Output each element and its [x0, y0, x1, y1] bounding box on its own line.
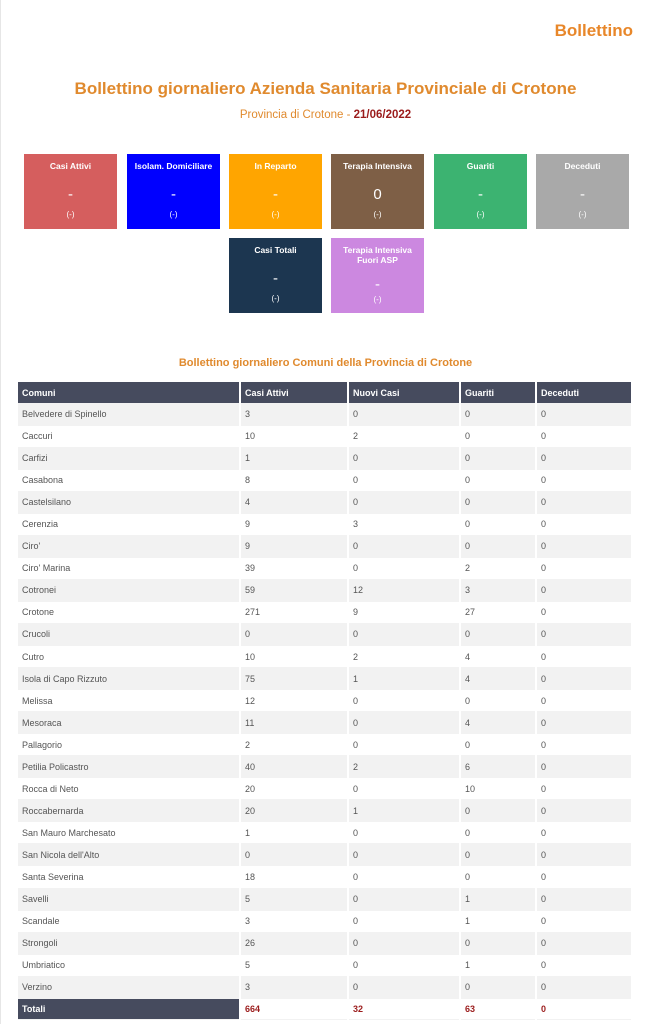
casi-attivi-cell: 39: [240, 557, 348, 579]
comune-name-cell: Crucoli: [18, 623, 240, 645]
guariti-cell: 0: [460, 844, 536, 866]
deceduti-cell: 0: [536, 822, 632, 844]
casi-attivi-cell: 20: [240, 800, 348, 822]
card-label: Isolam. Domiciliare: [134, 161, 213, 171]
table-row: [18, 469, 632, 491]
comune-name-cell: Strongoli: [18, 932, 240, 954]
table-row: [18, 535, 632, 557]
deceduti-cell: 0: [536, 800, 632, 822]
deceduti-cell: 0: [536, 646, 632, 668]
casi-attivi-cell: 1: [240, 822, 348, 844]
deceduti-cell: 0: [536, 910, 632, 932]
table-row: [18, 557, 632, 579]
casi-attivi-cell: 0: [240, 844, 348, 866]
deceduti-cell: 0: [536, 601, 632, 623]
casi-attivi-cell: 4: [240, 491, 348, 513]
deceduti-cell: 0: [536, 844, 632, 866]
nuovi-casi-cell: 0: [348, 712, 460, 734]
card-label: Terapia Intensiva: [343, 161, 412, 171]
casi-attivi-cell: 5: [240, 888, 348, 910]
card-label: In Reparto: [254, 161, 297, 171]
card-delta: (-): [373, 295, 382, 304]
guariti-cell: 1: [460, 910, 536, 932]
card-delta: (-): [66, 210, 75, 219]
table-header-row: [18, 382, 632, 403]
deceduti-cell: 0: [536, 734, 632, 756]
guariti-cell: 0: [460, 623, 536, 645]
guariti-cell: 0: [460, 690, 536, 712]
guariti-cell: 0: [460, 513, 536, 535]
comune-name-cell: San Nicola dell'Alto: [18, 844, 240, 866]
nuovi-casi-cell: 2: [348, 756, 460, 778]
guariti-cell: 1: [460, 954, 536, 976]
table-row: [18, 425, 632, 447]
nuovi-casi-cell: 0: [348, 623, 460, 645]
card-value: -: [68, 186, 73, 203]
table-row: [18, 447, 632, 469]
comune-name-cell: Castelsilano: [18, 491, 240, 513]
card-value: 0: [373, 186, 382, 203]
nuovi-casi-cell: 0: [348, 954, 460, 976]
totals-deceduti: 0: [536, 998, 632, 1019]
casi-attivi-cell: 9: [240, 535, 348, 557]
table-row: [18, 690, 632, 712]
casi-attivi-cell: 12: [240, 690, 348, 712]
nuovi-casi-cell: 9: [348, 601, 460, 623]
nuovi-casi-cell: 0: [348, 822, 460, 844]
province-label: Provincia di Crotone -: [239, 109, 354, 121]
nuovi-casi-cell: 0: [348, 403, 460, 425]
comune-name-cell: Cotronei: [18, 579, 240, 601]
comune-name-cell: Caccuri: [18, 425, 240, 447]
nuovi-casi-cell: 0: [348, 866, 460, 888]
nuovi-casi-cell: 0: [348, 932, 460, 954]
deceduti-cell: 0: [536, 954, 632, 976]
card-casi-totali: [229, 238, 322, 313]
card-delta: (-): [476, 210, 485, 219]
column-header-casi-attivi[interactable]: Casi Attivi: [240, 382, 348, 403]
deceduti-cell: 0: [536, 690, 632, 712]
card-label: Casi Totali: [254, 245, 297, 255]
casi-attivi-cell: 26: [240, 932, 348, 954]
nuovi-casi-cell: 1: [348, 800, 460, 822]
deceduti-cell: 0: [536, 778, 632, 800]
guariti-cell: 0: [460, 447, 536, 469]
guariti-cell: 4: [460, 646, 536, 668]
nuovi-casi-cell: 2: [348, 425, 460, 447]
card-label: Terapia Intensiva Fuori ASP: [343, 245, 412, 265]
casi-attivi-cell: 18: [240, 866, 348, 888]
page-subtitle: [0, 109, 651, 121]
card-value: -: [171, 186, 176, 203]
comune-name-cell: Crotone: [18, 601, 240, 623]
deceduti-cell: 0: [536, 447, 632, 469]
table-row: [18, 888, 632, 910]
comune-name-cell: Isola di Capo Rizzuto: [18, 668, 240, 690]
comune-name-cell: Verzino: [18, 976, 240, 998]
deceduti-cell: 0: [536, 535, 632, 557]
card-value: -: [375, 276, 380, 293]
guariti-cell: 0: [460, 535, 536, 557]
guariti-cell: 0: [460, 734, 536, 756]
guariti-cell: 0: [460, 932, 536, 954]
casi-attivi-cell: 3: [240, 976, 348, 998]
card-in-reparto: [229, 154, 322, 229]
column-header-comuni[interactable]: Comuni: [18, 382, 240, 403]
card-delta: (-): [578, 210, 587, 219]
table-row: [18, 491, 632, 513]
totals-nuovi-casi: 32: [348, 998, 460, 1019]
casi-attivi-cell: 271: [240, 601, 348, 623]
comuni-section-title: Bollettino giornaliero Comuni della Provincia di Crotone: [178, 357, 473, 369]
guariti-cell: 0: [460, 425, 536, 447]
guariti-cell: 6: [460, 756, 536, 778]
comune-name-cell: Melissa: [18, 690, 240, 712]
comune-name-cell: Umbriatico: [18, 954, 240, 976]
nuovi-casi-cell: 0: [348, 778, 460, 800]
comune-name-cell: Savelli: [18, 888, 240, 910]
card-guariti: [434, 154, 527, 229]
table-body: [18, 403, 632, 998]
casi-attivi-cell: 0: [240, 623, 348, 645]
table-row: [18, 646, 632, 668]
nuovi-casi-cell: 12: [348, 579, 460, 601]
comune-name-cell: Rocca di Neto: [18, 778, 240, 800]
nuovi-casi-cell: 0: [348, 844, 460, 866]
card-label: Casi Attivi: [49, 161, 92, 171]
card-value: -: [478, 186, 483, 203]
deceduti-cell: 0: [536, 579, 632, 601]
card-terapia-intensiva: [331, 154, 424, 229]
comune-name-cell: Scandale: [18, 910, 240, 932]
comune-name-cell: Petilia Policastro: [18, 756, 240, 778]
comune-name-cell: San Mauro Marchesato: [18, 822, 240, 844]
deceduti-cell: 0: [536, 491, 632, 513]
guariti-cell: 0: [460, 822, 536, 844]
table-row: [18, 976, 632, 998]
guariti-cell: 0: [460, 403, 536, 425]
guariti-cell: 27: [460, 601, 536, 623]
comune-name-cell: Ciro' Marina: [18, 557, 240, 579]
casi-attivi-cell: 10: [240, 425, 348, 447]
card-label: Guariti: [466, 161, 495, 171]
deceduti-cell: 0: [536, 932, 632, 954]
nuovi-casi-cell: 0: [348, 557, 460, 579]
card-value: -: [580, 186, 585, 203]
casi-attivi-cell: 40: [240, 756, 348, 778]
card-delta: (-): [169, 210, 178, 219]
casi-attivi-cell: 1: [240, 447, 348, 469]
deceduti-cell: 0: [536, 623, 632, 645]
deceduti-cell: 0: [536, 756, 632, 778]
comune-name-cell: Cerenzia: [18, 513, 240, 535]
comune-name-cell: Mesoraca: [18, 712, 240, 734]
nuovi-casi-cell: 0: [348, 976, 460, 998]
card-deceduti: [536, 154, 629, 229]
nuovi-casi-cell: 0: [348, 469, 460, 491]
table-row: [18, 954, 632, 976]
card-isolamento-domiciliare: [127, 154, 220, 229]
comune-name-cell: Pallagorio: [18, 734, 240, 756]
casi-attivi-cell: 8: [240, 469, 348, 491]
guariti-cell: 1: [460, 888, 536, 910]
deceduti-cell: 0: [536, 513, 632, 535]
nuovi-casi-cell: 0: [348, 910, 460, 932]
card-delta: (-): [271, 294, 280, 303]
guariti-cell: 0: [460, 976, 536, 998]
table-row: [18, 822, 632, 844]
comune-name-cell: Santa Severina: [18, 866, 240, 888]
totals-casi-attivi: 664: [240, 998, 348, 1019]
table-row: [18, 844, 632, 866]
guariti-cell: 4: [460, 712, 536, 734]
nuovi-casi-cell: 0: [348, 447, 460, 469]
table-row: [18, 403, 632, 425]
table-row: [18, 668, 632, 690]
column-header-nuovi-casi[interactable]: Nuovi Casi: [348, 382, 460, 403]
totals-guariti: 63: [460, 998, 536, 1019]
nuovi-casi-cell: 2: [348, 646, 460, 668]
card-delta: (-): [271, 210, 280, 219]
guariti-cell: 0: [460, 800, 536, 822]
table-row: [18, 601, 632, 623]
nuovi-casi-cell: 0: [348, 535, 460, 557]
table-row: [18, 778, 632, 800]
table-row: [18, 623, 632, 645]
casi-attivi-cell: 5: [240, 954, 348, 976]
card-label: Deceduti: [564, 161, 601, 171]
deceduti-cell: 0: [536, 557, 632, 579]
guariti-cell: 10: [460, 778, 536, 800]
comune-name-cell: Carfizi: [18, 447, 240, 469]
deceduti-cell: 0: [536, 668, 632, 690]
table-row: [18, 513, 632, 535]
casi-attivi-cell: 10: [240, 646, 348, 668]
deceduti-cell: 0: [536, 866, 632, 888]
table-row: [18, 866, 632, 888]
deceduti-cell: 0: [536, 888, 632, 910]
casi-attivi-cell: 59: [240, 579, 348, 601]
guariti-cell: 0: [460, 866, 536, 888]
casi-attivi-cell: 11: [240, 712, 348, 734]
comune-name-cell: Roccabernarda: [18, 800, 240, 822]
casi-attivi-cell: 3: [240, 403, 348, 425]
column-header-guariti[interactable]: Guariti: [460, 382, 536, 403]
comune-name-cell: Belvedere di Spinello: [18, 403, 240, 425]
casi-attivi-cell: 75: [240, 668, 348, 690]
card-value: -: [273, 186, 278, 203]
table-row: [18, 910, 632, 932]
column-header-deceduti[interactable]: Deceduti: [536, 382, 632, 403]
table-row: [18, 800, 632, 822]
table-row: [18, 932, 632, 954]
card-value: -: [273, 270, 278, 287]
page-left-border: [0, 0, 1, 1024]
card-casi-attivi: [24, 154, 117, 229]
casi-attivi-cell: 20: [240, 778, 348, 800]
card-delta: (-): [373, 210, 382, 219]
nuovi-casi-cell: 1: [348, 668, 460, 690]
comune-name-cell: Casabona: [18, 469, 240, 491]
table-totals-row: [18, 998, 632, 1019]
casi-attivi-cell: 9: [240, 513, 348, 535]
deceduti-cell: 0: [536, 425, 632, 447]
nuovi-casi-cell: 3: [348, 513, 460, 535]
totals-label: Totali: [18, 998, 240, 1019]
guariti-cell: 2: [460, 557, 536, 579]
nuovi-casi-cell: 0: [348, 491, 460, 513]
nuovi-casi-cell: 0: [348, 734, 460, 756]
nuovi-casi-cell: 0: [348, 888, 460, 910]
table-row: [18, 756, 632, 778]
guariti-cell: 3: [460, 579, 536, 601]
comuni-table: [18, 382, 633, 1020]
page-title: Bollettino giornaliero Azienda Sanitaria Provinciale di Crotone: [74, 79, 577, 98]
comune-name-cell: Cutro: [18, 646, 240, 668]
deceduti-cell: 0: [536, 469, 632, 491]
table-row: [18, 712, 632, 734]
table-row: [18, 734, 632, 756]
site-brand-title[interactable]: Bollettino: [554, 21, 633, 40]
bulletin-date: 21/06/2022: [353, 109, 412, 121]
guariti-cell: 0: [460, 469, 536, 491]
deceduti-cell: 0: [536, 403, 632, 425]
deceduti-cell: 0: [536, 976, 632, 998]
casi-attivi-cell: 2: [240, 734, 348, 756]
guariti-cell: 4: [460, 668, 536, 690]
table-row: [18, 579, 632, 601]
card-terapia-intensiva-fuori-asp: [331, 238, 424, 313]
deceduti-cell: 0: [536, 712, 632, 734]
guariti-cell: 0: [460, 491, 536, 513]
comune-name-cell: Ciro': [18, 535, 240, 557]
nuovi-casi-cell: 0: [348, 690, 460, 712]
casi-attivi-cell: 3: [240, 910, 348, 932]
